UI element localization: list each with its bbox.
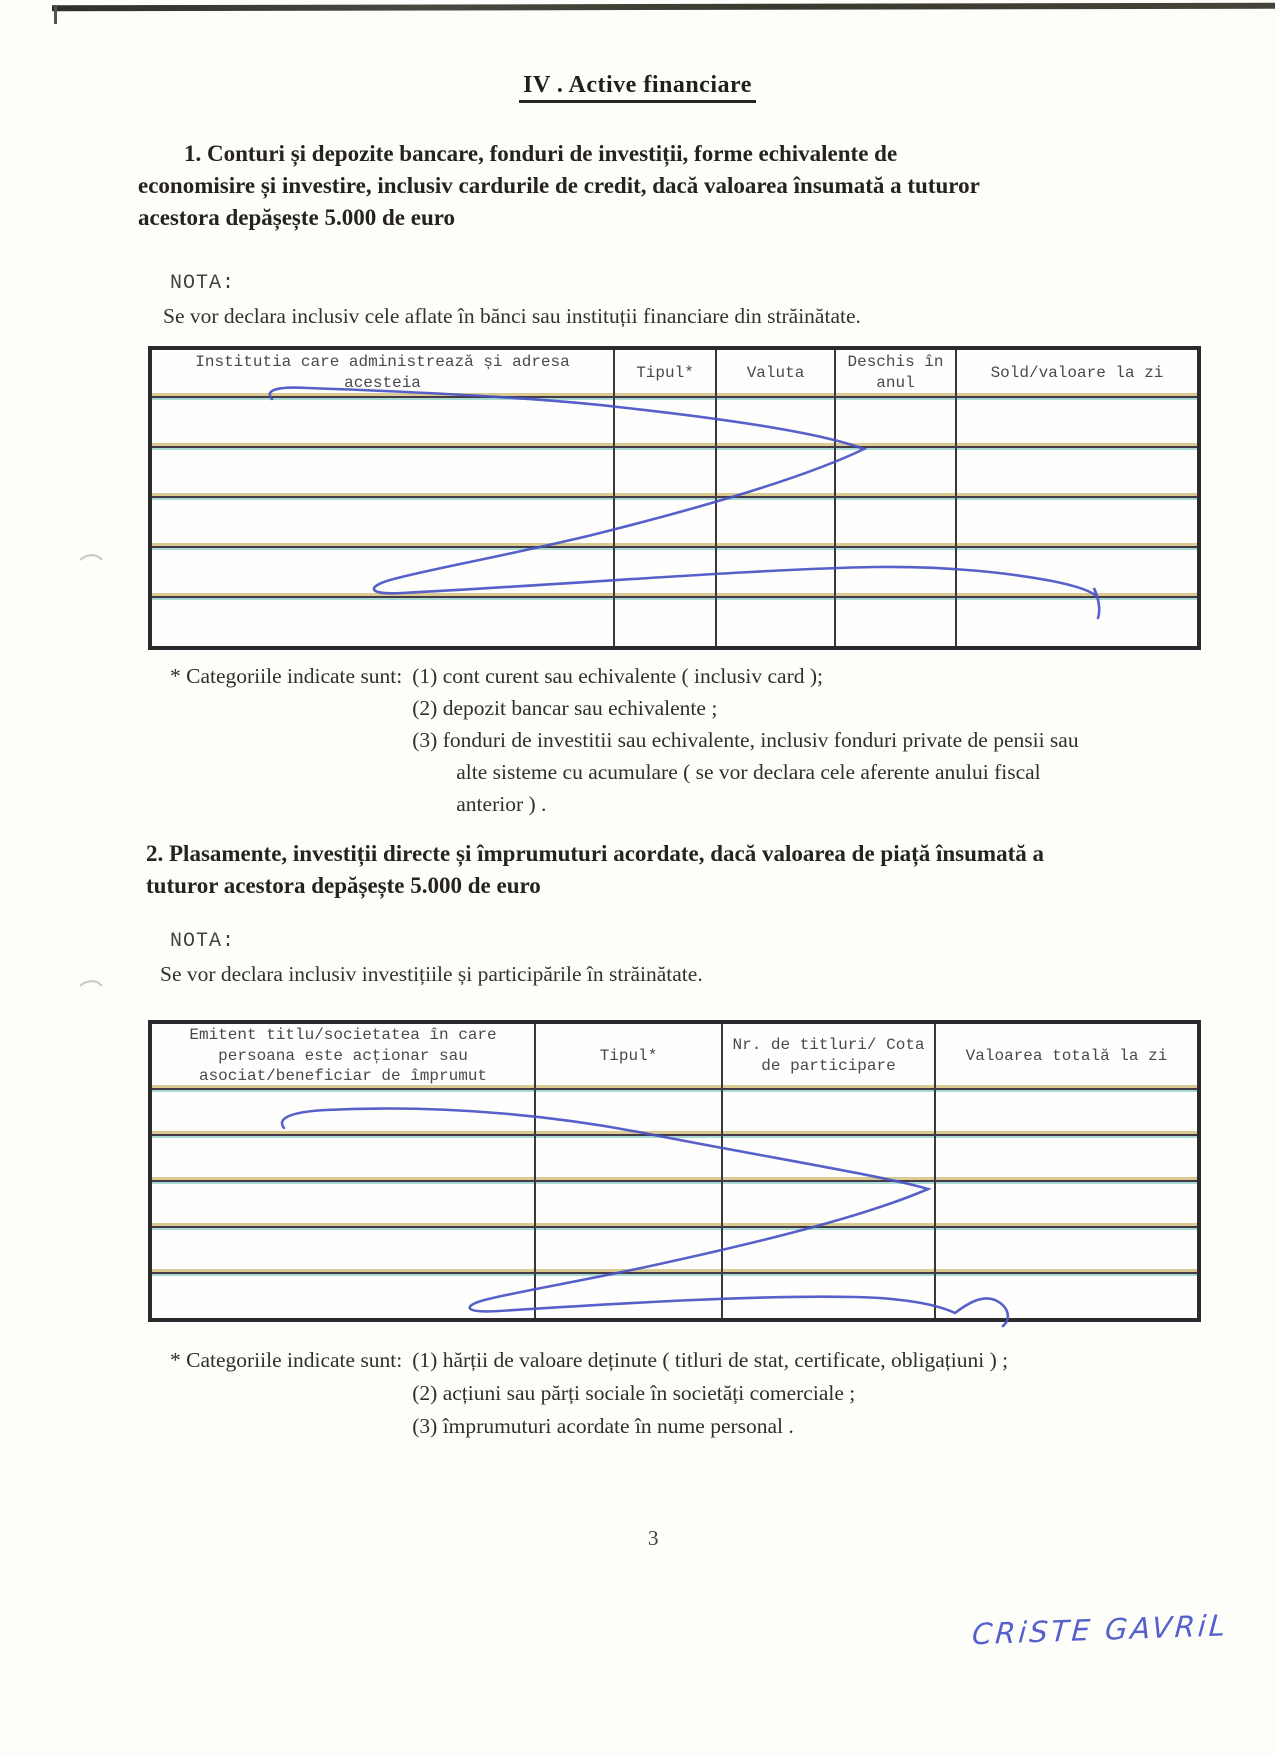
column-header: Emitent titlu/societatea în care persoana este acționar sau asociat/beneficiar de împrumut [152,1024,536,1088]
table-row [152,1226,1197,1272]
footnote-item: (2) acțiuni sau părți sociale în societăți comerciale ; [412,1381,856,1405]
table-cell [615,598,717,646]
table-cell [717,548,836,596]
scan-edge-artifact [52,3,1275,12]
table-cell [957,548,1197,596]
section1-heading: 1. Conturi și depozite bancare, fonduri de investiții, forme echivalente de economisire și investire, inclusiv cardurile de credit, dacă valoarea însumată a tuturor acestora depășește 5.000 de euro [138,141,980,230]
table-cell [717,448,836,496]
table-cell [836,398,957,446]
page-title: IV . Active financiare [519,72,756,103]
column-header: Valuta [717,350,836,396]
table-row [152,1134,1197,1180]
footnote-label: * Categoriile indicate sunt: [170,1348,403,1372]
scan-edge-tick [54,5,57,24]
section2-heading: 2. Plasamente, investiții directe și împrumuturi acordate, dacă valoarea de piață însumată a tuturor acestora depășește 5.000 de euro [146,841,1044,898]
footnote-items [412,660,1102,820]
footnote-item: (1) cont curent sau echivalente ( inclusiv card ); [412,664,823,688]
table-cell [836,448,957,496]
table-cell [152,1136,536,1180]
table-cell [717,398,836,446]
section1-nota-label: NOTA: [170,272,236,295]
table-cell [536,1274,723,1318]
scan-smudge [80,981,102,986]
table-cell [536,1182,723,1226]
table-cell [957,398,1197,446]
table-cell [723,1136,936,1180]
section2-nota-text: Se vor declara inclusiv investițiile și participările în străinătate. [160,962,703,986]
table-cell [152,548,615,596]
table-cell [536,1090,723,1134]
table-cell [723,1228,936,1272]
table-cell [717,598,836,646]
title-row [0,72,1275,103]
table-row [152,1088,1197,1134]
table-cell [536,1228,723,1272]
investments-table [148,1020,1201,1322]
section1-footnote [170,660,1102,820]
table-header-row [152,350,1197,396]
table-cell [957,598,1197,646]
column-header: Sold/valoare la zi [990,363,1164,382]
table-cell [615,448,717,496]
table-cell [723,1274,936,1318]
table-cell [936,1228,1197,1272]
column-header: Valoarea totală la zi [965,1046,1168,1065]
table-cell [957,498,1197,546]
table-cell [723,1090,936,1134]
section2-nota-label: NOTA: [170,930,236,953]
column-header: Tipul* [536,1024,723,1088]
table-cell [615,398,717,446]
table-row [152,596,1197,646]
table-cell [836,598,957,646]
table-row [152,1180,1197,1226]
column-header: Institutia care administrează și adresa acesteia [152,350,615,396]
footnote-item: (2) depozit bancar sau echivalente ; [412,696,718,720]
column-header: Deschis în anul [836,350,957,396]
table-header-row [152,1024,1197,1088]
section1-nota-text: Se vor declara inclusiv cele aflate în bănci sau instituții financiare din străinătate. [163,304,861,328]
column-header: Nr. de titluri/ Cota de participare [723,1024,936,1088]
table-row [152,396,1197,446]
table-cell [957,448,1197,496]
table-cell [536,1136,723,1180]
table-row [152,496,1197,546]
scan-smudge [80,555,102,560]
table-cell [936,1274,1197,1318]
handwritten-signature: CRiSTE GAVRiL [970,1608,1230,1652]
footnote-label: * Categoriile indicate sunt: [170,664,403,688]
table-cell [936,1090,1197,1134]
footnote-item: (1) hărții de valoare deținute ( titluri de stat, certificate, obligațiuni ) ; [412,1348,1009,1372]
table-cell [152,398,615,446]
table-cell [152,1182,536,1226]
table-cell [152,448,615,496]
table-cell [152,598,615,646]
table-cell [936,1182,1197,1226]
footnote-item: (3) fonduri de investitii sau echivalente, inclusiv fonduri private de pensii sau alte sisteme cu acumulare ( se vor declara cele aferente anului fiscal anterior ) . [412,728,1079,816]
table-row [152,546,1197,596]
table-cell [615,498,717,546]
table-cell [615,548,717,596]
table-cell [836,498,957,546]
table-cell [717,498,836,546]
column-header: Tipul* [615,350,717,396]
table-cell [152,498,615,546]
table-cell [152,1090,536,1134]
table-cell [152,1274,536,1318]
accounts-table [148,346,1201,650]
section2-footnote [170,1344,1102,1443]
table-cell [152,1228,536,1272]
table-row [152,1272,1197,1318]
footnote-item: (3) împrumuturi acordate în nume personal . [412,1414,794,1438]
page-number: 3 [648,1526,659,1550]
table-cell [936,1136,1197,1180]
table-cell [836,548,957,596]
table-row [152,446,1197,496]
footnote-items [412,1344,1102,1443]
table-cell [723,1182,936,1226]
